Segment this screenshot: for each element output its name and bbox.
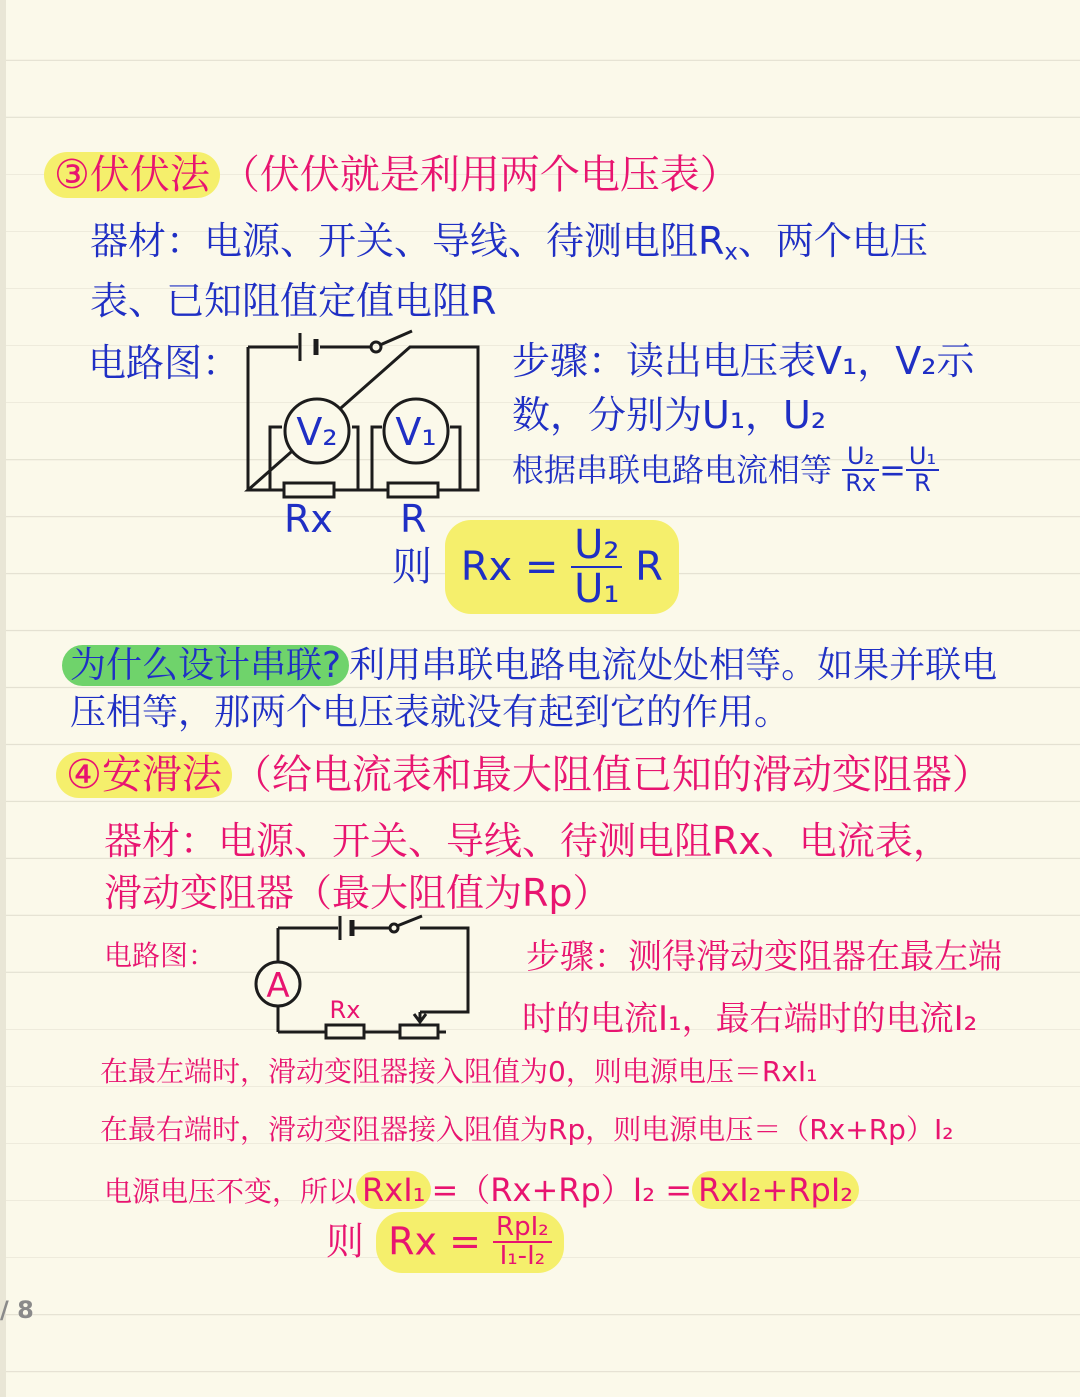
section3-result-highlight (445, 520, 679, 614)
const-middle: =（Rx+Rp）I₂ = (431, 1171, 693, 1209)
section4-result (326, 1212, 564, 1273)
section3-materials-line2: 表、已知阻值定值电阻R (90, 279, 497, 323)
v1-label: V₁ (395, 410, 437, 454)
section3-circuit-label: 电路图： (88, 341, 241, 385)
rx-resistor (284, 483, 334, 497)
why-series-question: 为什么设计串联? (62, 645, 349, 686)
why-series-answer-1: 利用串联电路电流处处相等。如果并联电 (349, 645, 998, 686)
series-current-text: 根据串联电路电流相等 (512, 450, 833, 489)
fraction-u2-rx (842, 444, 879, 496)
switch-lever (380, 331, 412, 345)
section4-number: ④ (66, 752, 102, 798)
section4-materials-line1: 器材：电源、开关、导线、待测电阻Rx、电流表， (104, 819, 951, 863)
section3-steps-line3 (512, 444, 939, 496)
switch-pivot (371, 342, 381, 352)
v1-right-lead (450, 427, 460, 490)
section4-materials-line2: 滑动变阻器（最大阻值为Rp） (104, 871, 611, 915)
section4-result-highlight (376, 1212, 564, 1273)
section3-number: ③ (54, 152, 90, 198)
rx2-label: Rx (329, 996, 361, 1024)
result-lhs: Rx (460, 544, 513, 590)
section4-line-left: 在最左端时，滑动变阻器接入阻值为0，则电源电压＝RxI₁ (100, 1055, 818, 1088)
materials-subscript: x (724, 239, 738, 266)
v2-left-lead (270, 427, 282, 490)
v2-label: V₂ (296, 410, 338, 454)
section4-subtitle: （给电流表和最大阻值已知的滑动变阻器） (231, 752, 992, 798)
fraction-u1-r-num: U₁ (906, 444, 939, 471)
rheostat-body (400, 1025, 438, 1038)
section4-line-right: 在最右端时，滑动变阻器接入阻值为Rp，则电源电压＝（Rx+Rp）I₂ (100, 1113, 954, 1146)
const-expanded: RxI₂+RpI₂ (692, 1171, 859, 1209)
section4-line-const (104, 1172, 859, 1209)
section3-result (392, 520, 679, 614)
result4-denominator: I₁-I₂ (499, 1241, 546, 1272)
fraction-equals: = (879, 450, 906, 489)
page-edge (0, 0, 6, 1397)
section4-steps-line2: 时的电流I₁，最右端时的电流I₂ (522, 999, 978, 1039)
section3-title-highlight (44, 152, 220, 198)
result-r: R (635, 544, 663, 590)
section4-title-highlight (56, 752, 232, 798)
result4-equals: = (449, 1219, 481, 1264)
section3-steps-line1: 步骤：读出电压表V₁，V₂示 (512, 339, 975, 383)
section3-title: 伏伏法 (89, 152, 210, 198)
why-series-line1 (62, 645, 997, 686)
r-resistor-label: R (400, 497, 427, 541)
section4-circuit-diagram (250, 912, 480, 1042)
materials-text: 器材：电源、开关、导线、待测电阻R (90, 219, 725, 263)
section3-materials-line1 (90, 220, 928, 266)
rx2-resistor (326, 1025, 364, 1038)
result-fraction (571, 524, 622, 610)
top-right-wire (278, 928, 468, 1012)
section4-title: 安滑法 (101, 752, 222, 798)
section3-heading (44, 152, 740, 198)
fraction-u2-rx-den: Rx (845, 469, 877, 498)
why-series-line2: 压相等，那两个电压表就没有起到它的作用。 (70, 692, 791, 733)
fraction-u1-r-den: R (914, 469, 931, 498)
result-equals: = (524, 544, 559, 590)
section4-heading (56, 752, 992, 798)
rx-resistor-label: Rx (284, 497, 333, 541)
result4-fraction (493, 1214, 552, 1271)
materials-tail: 、两个电压 (737, 219, 928, 263)
result-prefix: 则 (392, 544, 432, 590)
result4-lhs: Rx (388, 1219, 438, 1264)
result4-numerator: RpI₂ (493, 1214, 552, 1243)
v2-right-lead (352, 427, 358, 490)
const-prefix: 电源电压不变，所以 (104, 1175, 357, 1208)
result-denominator: U₁ (574, 566, 620, 612)
v1-left-lead (372, 427, 382, 490)
ammeter-label: A (266, 966, 290, 1006)
section3-steps-line2: 数，分别为U₁，U₂ (512, 393, 827, 437)
page-indicator: / 8 (0, 1296, 34, 1324)
fraction-u1-r (906, 444, 939, 496)
const-rx-i1: RxI₁ (356, 1171, 431, 1209)
section4-circuit-label: 电路图： (104, 939, 217, 972)
r-resistor (388, 483, 438, 497)
section3-circuit-diagram (240, 325, 490, 545)
result4-prefix: 则 (326, 1219, 365, 1264)
result-numerator: U₂ (571, 524, 622, 568)
switch2-lever (397, 916, 422, 926)
section4-steps-line1: 步骤：测得滑动变阻器在最左端 (526, 937, 1002, 977)
fraction-u2-rx-num: U₂ (842, 444, 879, 471)
section3-subtitle: （伏伏就是利用两个电压表） (219, 152, 740, 198)
